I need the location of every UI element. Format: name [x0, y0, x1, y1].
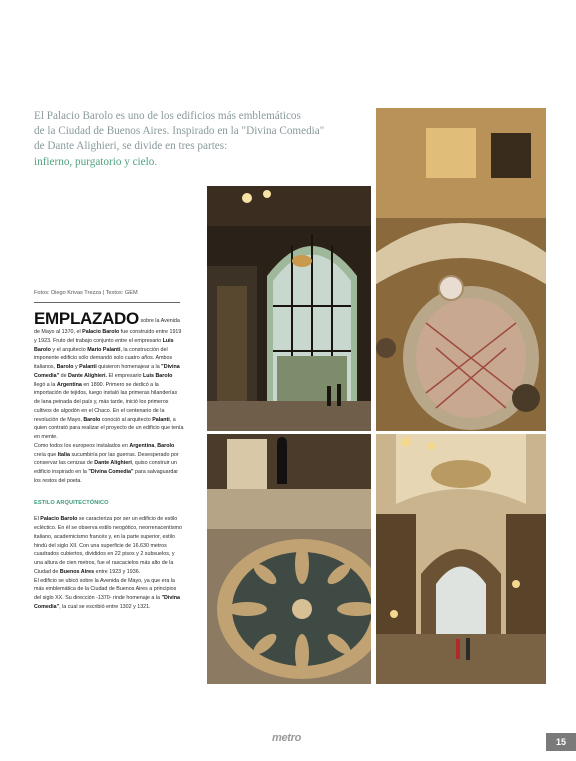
paragraph-2: Como todos los europeos instalados en Argentina, Barolo creía que Italia sucumbiría por las guerras. Desesperado por conservar las cenizas de Dante Alighieri, quiso construir un edificio inspirado en la "Divina Comedia" para salvaguardar los restos del poeta.: [34, 442, 179, 484]
intro-line-3: de Dante Alighieri, se divide en tres partes:: [34, 140, 228, 153]
page-number: 15: [546, 733, 576, 751]
section-subheading: ESTILO ARQUITECTÓNICO: [34, 499, 109, 506]
photo-entrance-hall: [207, 186, 371, 431]
intro-line-2: de la Ciudad de Buenos Aires. Inspirado en la "Divina Comedia": [34, 125, 325, 138]
lead-word: EMPLAZADO: [34, 309, 139, 328]
intro-heading: [34, 109, 374, 170]
paragraph-1: EMPLAZADO sobre la Avenida de Mayo al 1370, el Palacio Barolo fue construido entre 1919 y 1923. Fruto del trabajo conjunto entre el empresario Luis Barolo y el arquitecto Mario Palanti, la construcción del imponente edificio sólo demandó solo cuatro años. Ambos italianos, Barolo y Palanti quisieron homenajear a la "Divina Comedia" de Dante Alighieri. El empresario Luis Barolo llegó a la Argentina en 1890. Primero se dedicó a la importación de tejidos, luego instaló las primeras hilanderías de lana peinada del país y, más tarde, inició los primeros cultivos de algodón en el Chaco. En el centenario de la revolución de Mayo, Barolo conoció al arquitecto Palanti, a quien contrató para realizar el proyecto de un edificio que tenía en mente.: [34, 309, 184, 440]
divider-rule: [34, 302, 180, 303]
photo-floor-rosette: [207, 434, 371, 684]
article-body: [34, 310, 184, 612]
metro-logo: metro: [272, 732, 302, 744]
intro-line-1: El Palacio Barolo es uno de los edificios más emblemáticos: [34, 110, 301, 122]
paragraph-3: El Palacio Barolo se caracteriza por ser un edificio de estilo ecléctico. En él se observa estilo neogótico, neorrenacentismo italiano, academicismo francés y, en la parte superior, estilo hindú del siglo XII. Con una superficie de 16.630 metros cuadrados cubiertos, divididos en 22 pisos y 2 subsuelos, y una altura de cien metros, fue el rascacielos más alto de la Ciudad de Buenos Aires entre 1923 y 1936.: [34, 516, 182, 575]
paragraph-4: El edificio se ubicó sobre la Avenida de Mayo, ya que era la más emblemática de la Ciudad de Buenos Aires a principios del siglo XX. Su dirección -1370- rinde homenaje a la "Divina Comedia", la cual se escribió entre 1302 y 1321.: [34, 577, 181, 610]
intro-line-4: infierno, purgatorio y cielo.: [34, 155, 158, 168]
photo-credit: Fotos: Diego Krivas Trezza | Textos: GEM: [34, 290, 138, 296]
photo-dome-ceiling: [376, 108, 546, 431]
photo-gallery-arches: [376, 434, 546, 684]
